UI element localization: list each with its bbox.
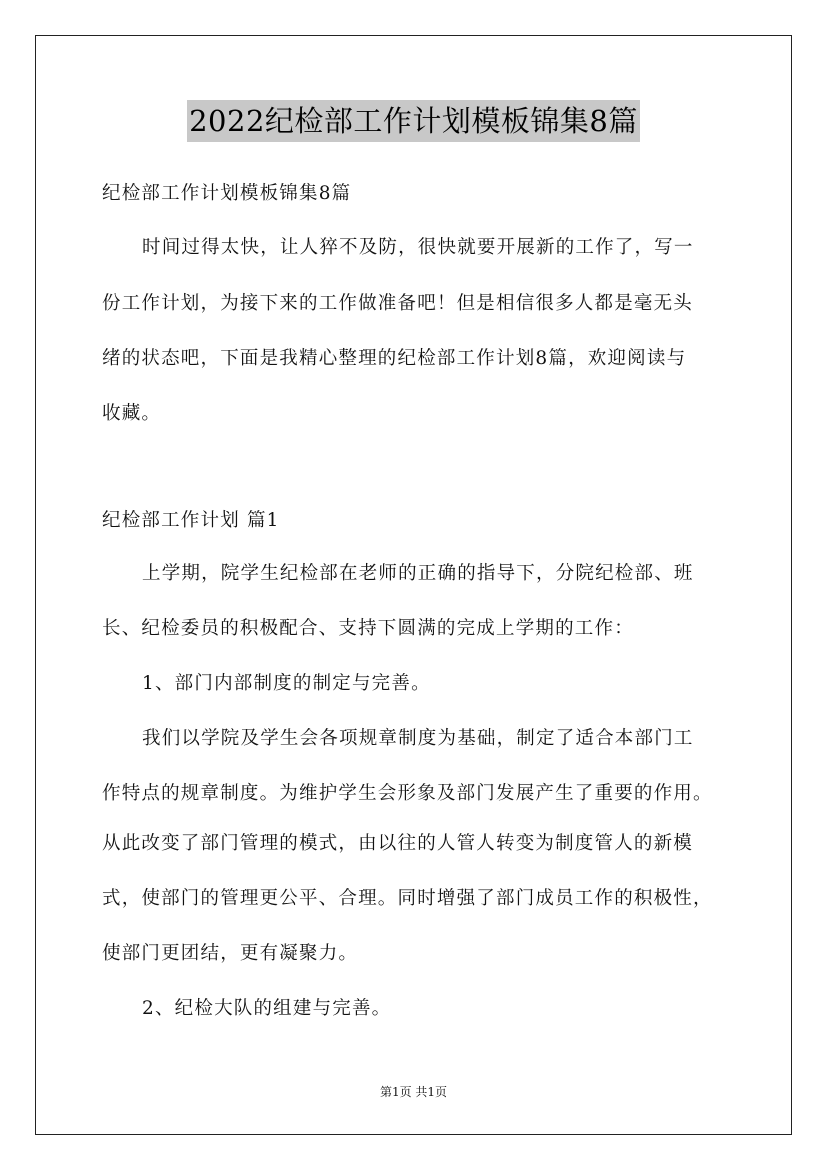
document-title: 2022纪检部工作计划模板锦集8篇 — [187, 100, 640, 142]
body-line: 使部门更团结，更有凝聚力。 — [102, 943, 359, 964]
intro-line: 时间过得太快，让人猝不及防，很快就要开展新的工作了，写一 — [142, 237, 694, 258]
intro-line: 收藏。 — [102, 403, 162, 424]
document-subtitle: 纪检部工作计划模板锦集8篇 — [102, 183, 352, 204]
body-line: 我们以学院及学生会各项规章制度为基础，制定了适合本部门工 — [142, 728, 694, 749]
body-line: 从此改变了部门管理的模式，由以往的人管人转变为制度管人的新模 — [102, 833, 694, 854]
title-container — [0, 100, 827, 142]
intro-line: 绪的状态吧，下面是我精心整理的纪检部工作计划8篇，欢迎阅读与 — [102, 348, 687, 369]
body-line: 作特点的规章制度。为维护学生会形象及部门发展产生了重要的作用。 — [102, 783, 713, 804]
list-item-heading: 1、部门内部制度的制定与完善。 — [142, 673, 431, 694]
list-item-heading: 2、纪检大队的组建与完善。 — [142, 998, 392, 1019]
intro-line: 份工作计划，为接下来的工作做准备吧！但是相信很多人都是毫无头 — [102, 293, 694, 314]
body-line: 长、纪检委员的积极配合、支持下圆满的完成上学期的工作： — [102, 618, 634, 639]
body-line: 式，使部门的管理更公平、合理。同时增强了部门成员工作的积极性， — [102, 888, 713, 909]
body-line: 上学期，院学生纪检部在老师的正确的指导下，分院纪检部、班 — [142, 563, 694, 584]
page-footer: 第1页 共1页 — [379, 1085, 448, 1099]
section-heading: 纪检部工作计划 篇1 — [102, 510, 280, 531]
